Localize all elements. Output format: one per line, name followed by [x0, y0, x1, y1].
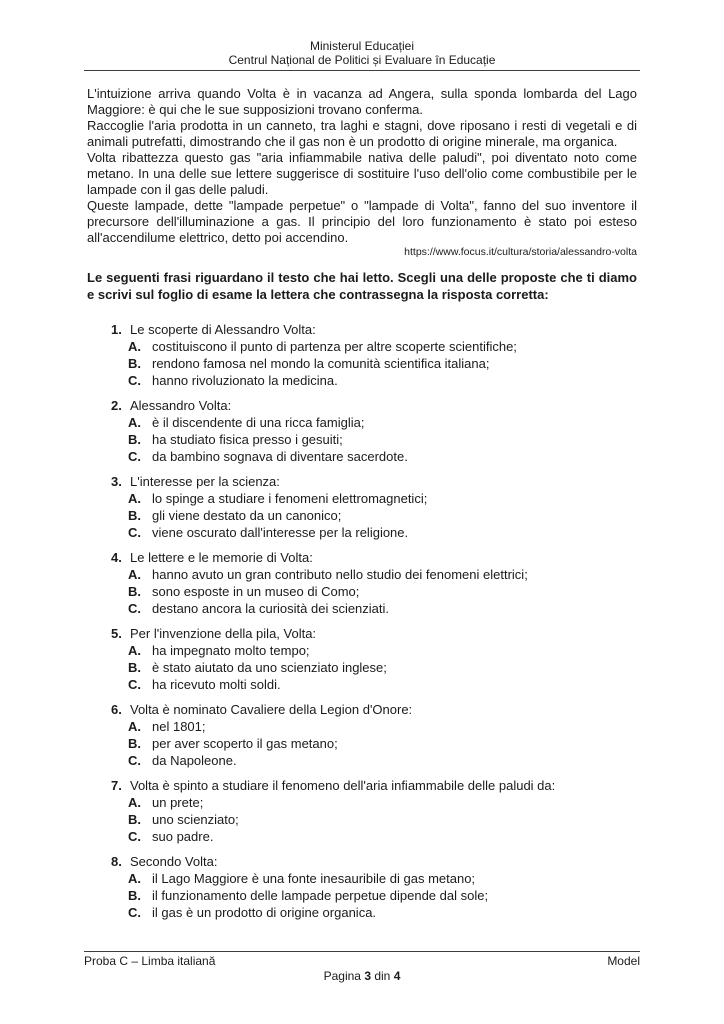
center-name: Centrul Național de Politici și Evaluare în Educație [228, 53, 496, 67]
option-row [128, 600, 637, 617]
page-word-pagina: Pagina [323, 969, 361, 983]
option-letter: B. [128, 356, 141, 371]
option-row [128, 718, 637, 735]
options-list [87, 718, 637, 769]
option-letter: C. [128, 449, 141, 464]
option-text: sono esposte in un museo di Como; [152, 584, 360, 599]
option-letter: B. [128, 736, 141, 751]
question-block [87, 777, 637, 845]
question-head [111, 701, 637, 718]
option-row [128, 583, 637, 600]
option-text: uno scienziato; [152, 812, 239, 827]
footer-row [84, 951, 640, 968]
option-row [128, 448, 637, 465]
question-head [111, 625, 637, 642]
option-letter: A. [128, 339, 141, 354]
option-text: gli viene destato da un canonico; [152, 508, 342, 523]
option-text: il gas è un prodotto di origine organica. [152, 905, 377, 920]
option-letter: C. [128, 525, 141, 540]
option-letter: A. [128, 643, 141, 658]
question-number: 4. [111, 550, 122, 565]
option-row [128, 524, 637, 541]
option-row [128, 431, 637, 448]
options-list [87, 414, 637, 465]
option-text: ha studiato fisica presso i gesuiti; [152, 432, 343, 447]
question-block [87, 397, 637, 465]
option-text: da Napoleone. [152, 753, 237, 768]
question-number: 7. [111, 778, 122, 793]
footer-model-label: Model [607, 954, 640, 968]
option-text: per aver scoperto il gas metano; [152, 736, 338, 751]
question-head [111, 321, 637, 338]
options-list [87, 490, 637, 541]
question-text: Le scoperte di Alessandro Volta: [130, 322, 316, 337]
question-text: Volta è spinto a studiare il fenomeno dell'aria infiammabile delle paludi da: [130, 778, 556, 793]
option-row [128, 887, 637, 904]
question-text: L'interesse per la scienza: [130, 474, 280, 489]
option-row [128, 507, 637, 524]
option-row [128, 811, 637, 828]
option-row [128, 659, 637, 676]
option-text: costituiscono il punto di partenza per altre scoperte scientifiche; [152, 339, 517, 354]
option-row [128, 355, 637, 372]
question-block [87, 701, 637, 769]
footer-exam-label: Proba C – Limba italiană [84, 954, 216, 968]
question-text: Volta è nominato Cavaliere della Legion d'Onore: [130, 702, 413, 717]
option-letter: A. [128, 719, 141, 734]
option-row [128, 735, 637, 752]
option-row [128, 904, 637, 921]
document-header [0, 0, 724, 67]
question-text: Alessandro Volta: [130, 398, 232, 413]
question-block [87, 321, 637, 389]
question-number: 8. [111, 854, 122, 869]
option-text: suo padre. [152, 829, 214, 844]
option-row [128, 414, 637, 431]
option-row [128, 338, 637, 355]
option-text: un prete; [152, 795, 204, 810]
questions-list [87, 321, 637, 921]
instruction-text: Le seguenti frasi riguardano il testo che hai letto. Scegli una delle proposte che ti diamo e scrivi sul foglio di esame la lettera che contrassegna la risposta corretta: [87, 270, 637, 302]
option-letter: A. [128, 795, 141, 810]
question-text: Per l'invenzione della pila, Volta: [130, 626, 317, 641]
option-letter: C. [128, 905, 141, 920]
option-text: ha ricevuto molti soldi. [152, 677, 281, 692]
option-letter: B. [128, 508, 141, 523]
question-number: 3. [111, 474, 122, 489]
question-block [87, 625, 637, 693]
option-letter: A. [128, 567, 141, 582]
option-text: rendono famosa nel mondo la comunità scientifica italiana; [152, 356, 490, 371]
ministry-name: Ministerul Educației [309, 39, 415, 53]
question-text: Le lettere e le memorie di Volta: [130, 550, 313, 565]
question-number: 6. [111, 702, 122, 717]
option-text: lo spinge a studiare i fenomeni elettromagnetici; [152, 491, 428, 506]
option-text: il Lago Maggiore è una fonte inesauribile di gas metano; [152, 871, 476, 886]
header-divider [84, 70, 640, 71]
question-number: 5. [111, 626, 122, 641]
option-text: da bambino sognava di diventare sacerdote. [152, 449, 408, 464]
option-row [128, 828, 637, 845]
question-block [87, 853, 637, 921]
option-row [128, 676, 637, 693]
options-list [87, 338, 637, 389]
option-row [128, 794, 637, 811]
options-list [87, 794, 637, 845]
option-row [128, 870, 637, 887]
page-total-number: 4 [393, 969, 401, 983]
option-letter: A. [128, 415, 141, 430]
document-footer [84, 951, 640, 983]
option-letter: C. [128, 677, 141, 692]
option-text: il funzionamento delle lampade perpetue dipende dal sole; [152, 888, 489, 903]
passage-paragraph: Queste lampade, dette "lampade perpetue" o "lampade di Volta", fanno del suo inventore il precursore dell'illuminazione a gas. Il principio del loro funzionamento è stato poi esteso all'accendilume elettrico, detto poi accendino. [87, 198, 637, 245]
option-text: destano ancora la curiosità dei scienziati. [152, 601, 390, 616]
option-letter: C. [128, 601, 141, 616]
passage-paragraph: Raccoglie l'aria prodotta in un canneto, tra laghi e stagni, dove riposano i resti di vegetali e di animali putrefatti, dimostrando che il gas non è un prodotto di origine minerale, ma organica. [87, 118, 637, 149]
option-text: hanno avuto un gran contributo nello studio dei fenomeni elettrici; [152, 567, 528, 582]
reading-passage [87, 86, 637, 246]
question-number: 1. [111, 322, 122, 337]
question-head [111, 777, 637, 794]
source-url: https://www.focus.it/cultura/storia/alessandro-volta [404, 246, 637, 258]
options-list [87, 642, 637, 693]
option-text: è stato aiutato da uno scienziato inglese; [152, 660, 387, 675]
question-head [111, 549, 637, 566]
option-text: nel 1801; [152, 719, 206, 734]
option-letter: B. [128, 812, 141, 827]
option-text: ha impegnato molto tempo; [152, 643, 310, 658]
question-text: Secondo Volta: [130, 854, 218, 869]
option-letter: B. [128, 432, 141, 447]
option-letter: C. [128, 373, 141, 388]
page-current-number: 3 [364, 969, 371, 983]
option-row [128, 642, 637, 659]
option-letter: B. [128, 888, 141, 903]
option-row [128, 490, 637, 507]
option-text: viene oscurato dall'interesse per la religione. [152, 525, 409, 540]
question-head [111, 397, 637, 414]
option-letter: B. [128, 660, 141, 675]
option-letter: A. [128, 491, 141, 506]
option-row [128, 752, 637, 769]
option-row [128, 372, 637, 389]
option-text: hanno rivoluzionato la medicina. [152, 373, 338, 388]
page-number-label [84, 970, 640, 983]
passage-paragraph: Volta ribattezza questo gas "aria infiammabile nativa delle paludi", poi diventato noto come metano. In una delle sue lettere suggerisce di sostituire l'uso dell'olio come combustibile per le lampade con il gas delle paludi. [87, 150, 637, 197]
option-text: è il discendente di una ricca famiglia; [152, 415, 365, 430]
passage-paragraph: L'intuizione arriva quando Volta è in vacanza ad Angera, sulla sponda lombarda del Lago Maggiore: è qui che le sue supposizioni trovano conferma. [87, 86, 637, 117]
option-letter: B. [128, 584, 141, 599]
question-number: 2. [111, 398, 122, 413]
page-word-din: din [374, 969, 391, 983]
options-list [87, 870, 637, 921]
question-block [87, 549, 637, 617]
option-letter: C. [128, 753, 141, 768]
option-letter: C. [128, 829, 141, 844]
page-content [87, 86, 637, 921]
option-row [128, 566, 637, 583]
option-letter: A. [128, 871, 141, 886]
question-head [111, 473, 637, 490]
question-head [111, 853, 637, 870]
question-block [87, 473, 637, 541]
options-list [87, 566, 637, 617]
